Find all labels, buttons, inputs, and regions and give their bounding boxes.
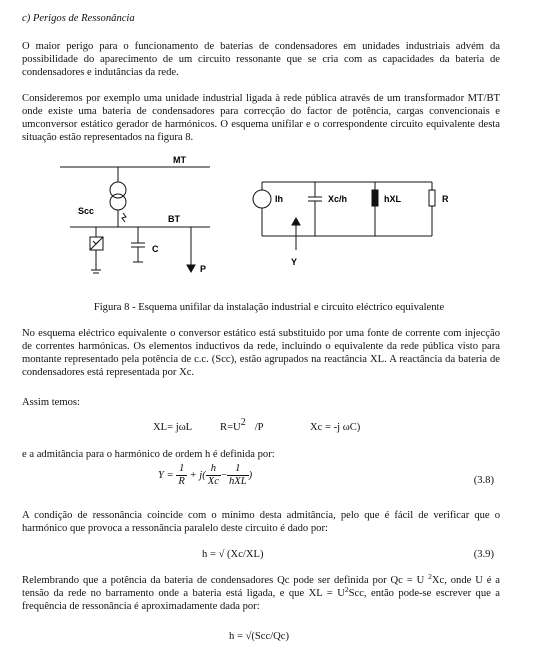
figure-8 — [60, 152, 480, 287]
label-p: P — [200, 264, 207, 274]
resistor-r — [429, 190, 435, 206]
label-c: C — [152, 244, 159, 254]
eq-r: $R=U^2$ /P — [220, 417, 264, 433]
current-source — [253, 190, 271, 208]
label-scc: Scc — [78, 206, 95, 216]
label-xc-h: Xc/h — [328, 194, 348, 204]
label-mt: MT — [173, 155, 186, 165]
harmonic-symbol — [122, 213, 126, 222]
transformer-secondary-coil — [110, 194, 126, 210]
label-ih: Ih — [275, 194, 283, 204]
equation-3-8: Y = $\frac{1}{R}$ + j( $\frac{h}{Xc}$ − $\frac{1}{\text{hXL}}$ ) — [158, 463, 253, 487]
eq-xc: Xc = -j ωC) — [310, 422, 361, 433]
paragraph-7: Relembrando que a potência da bateria de condensadores Qc pode ser definida por Qc = U $^2$Xc, onde U é a tensão da rede no barramento onde a bateria está ligada, e que XL = $U^2Scc$, então pode-se escrever que a frequência de ressonância é aproximadamente dada por: — [22, 572, 500, 612]
transformer-primary-coil — [110, 182, 126, 198]
paragraph-5: e a admitância para o harmónico de ordem h é definida por: — [22, 449, 275, 460]
equation-3-9: h = √ (Xc/XL) — [202, 549, 264, 560]
paragraph-4: Assim temos: — [22, 397, 80, 408]
label-bt: BT — [168, 214, 180, 224]
figure-caption: Figura 8 - Esquema unifilar da instalação industrial e circuito eléctrico equivalente — [93, 302, 445, 313]
load-arrow — [187, 265, 195, 272]
label-y: Y — [291, 257, 298, 267]
equation-number-3-8: (3.8) — [473, 475, 494, 486]
label-hxl: hXL — [384, 194, 401, 204]
inductor-hxl — [372, 190, 378, 206]
eq-xl: XL= jωL — [153, 422, 193, 433]
paragraph-6: A condição de ressonância coincide com o mínimo desta admitância, pelo que é fácil de verificar que o harmónico que provoca a ressonância paralelo deste circuito é dado por: — [22, 510, 500, 534]
equation-number-3-9: (3.9) — [473, 549, 494, 560]
paragraph-2: Consideremos por exemplo uma unidade industrial ligada à rede pública através de um transformador MT/BT onde existe uma bateria de condensadores para correcção do factor de potência, cargas convencionais e umconversor estático gerador de harmónicos. O esquema unifilar e o correspondente circuito equivalente desta situação estão representados na figura 8. — [22, 93, 500, 143]
paragraph-3: No esquema eléctrico equivalente o conversor estático está substituido por uma fonte de corrente com injecção de correntes harmónicas. Os elementos inductivos da rede, incluindo o equivalente da rede pública visto para montante representado pela potência de c.c. (Scc), estão agrupados na reactância XL. A reactância da bateria de condensadores está representada por Xc. — [22, 328, 500, 378]
y-arrow — [292, 218, 300, 225]
section-heading: c) Perigos de Ressonância — [22, 13, 135, 24]
equation-resonance-frequency: h = √(Scc/Qc) — [229, 631, 290, 642]
label-r: R — [442, 194, 449, 204]
paragraph-1: O maior perigo para o funcionamento de baterias de condensadores em unidades industriais advém da possibilidade do aparecimento de um circuito ressonante que se cria com as capacidades da bateria de condensadores e indutâncias da rede. — [22, 41, 500, 78]
